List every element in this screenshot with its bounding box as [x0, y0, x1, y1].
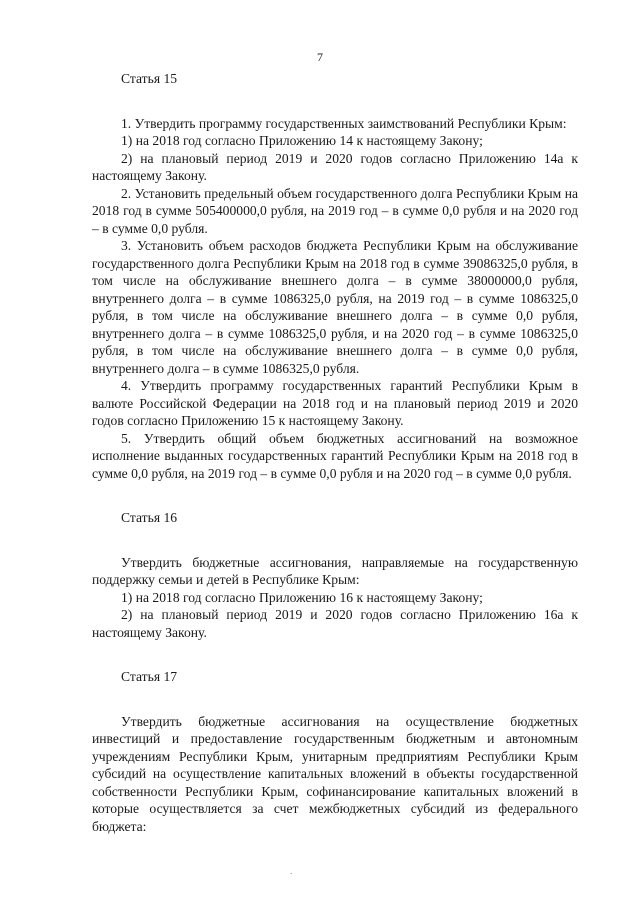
page-number: 7: [317, 50, 323, 64]
paragraph: 2) на плановый период 2019 и 2020 годов согласно Приложению 14а к настоящему Закону.: [92, 150, 578, 183]
article-16: [92, 509, 578, 641]
paragraph: Утвердить бюджетные ассигнования, направляемые на государственную поддержку семьи и детей в Республике Крым:: [92, 554, 578, 587]
article-heading: Статья 17: [121, 669, 178, 684]
article-heading: Статья 16: [121, 510, 178, 525]
paragraph: 5. Утвердить общий объем бюджетных ассигнований на возможное исполнение выданных государственных гарантий Республики Крым на 2018 год в сумме 0,0 рубля, на 2019 год – в сумме 0,0 рубля и на 2020 год – в сумме 0,0 рубля.: [92, 430, 578, 481]
footer-mark: .: [290, 866, 293, 876]
paragraph: 1) на 2018 год согласно Приложению 16 к настоящему Закону;: [121, 589, 483, 605]
article-17: [92, 668, 578, 835]
paragraph: 1) на 2018 год согласно Приложению 14 к настоящему Закону;: [121, 133, 483, 148]
paragraph: 4. Утвердить программу государственных гарантий Республики Крым в валюте Российской Федерации на 2018 год и на плановый период 2019 и 2020 годов согласно Приложению 15 к настоящему Закону.: [92, 378, 578, 428]
paragraph: Утвердить бюджетные ассигнования на осуществление бюджетных инвестиций и предоставление государственным бюджетным и автономным учреждениям Республики Крым, унитарным предприятиям Республики Крым субсидий на осуществление капитальных вложений в объекты государственной собственности Республики Крым, софинансирование капитальных вложений в которые осуществляется за счет межбюджетных субсидий из федерального бюджета:: [92, 713, 578, 834]
paragraph: 2. Установить предельный объем государственного долга Республики Крым на 2018 год в сумме 505400000,0 рубля, на 2019 год – в сумме 0,0 рубля и на 2020 год – в сумме 0,0 рубля.: [92, 185, 578, 236]
paragraph: 3. Установить объем расходов бюджета Республики Крым на обслуживание государственного долга Республики Крым на 2018 год в сумме 39086325,0 рубля, в том числе на обслуживание внешнего долга – в сумме 38000000,0 рубля, внутреннего долга – в сумме 1086325,0 рубля, на 2019 год – в сумме 1086325,0 рубля, в том числе на обслуживание внешнего долга – в сумме 0,0 рубля, внутреннего долга – в сумме 1086325,0 рубля, и на 2020 год – в сумме 1086325,0 рубля, в том числе на обслуживание внешнего долга – в сумме 0,0 рубля, внутреннего долга – в сумме 1086325,0 рубля.: [92, 238, 578, 376]
paragraph: 2) на плановый период 2019 и 2020 годов согласно Приложению 16а к настоящему Закону.: [92, 607, 578, 640]
document-body: [92, 70, 578, 835]
article-15: [92, 70, 578, 482]
article-heading: Статья 15: [121, 71, 178, 86]
paragraph: 1. Утвердить программу государственных заимствований Республики Крым:: [121, 115, 567, 131]
